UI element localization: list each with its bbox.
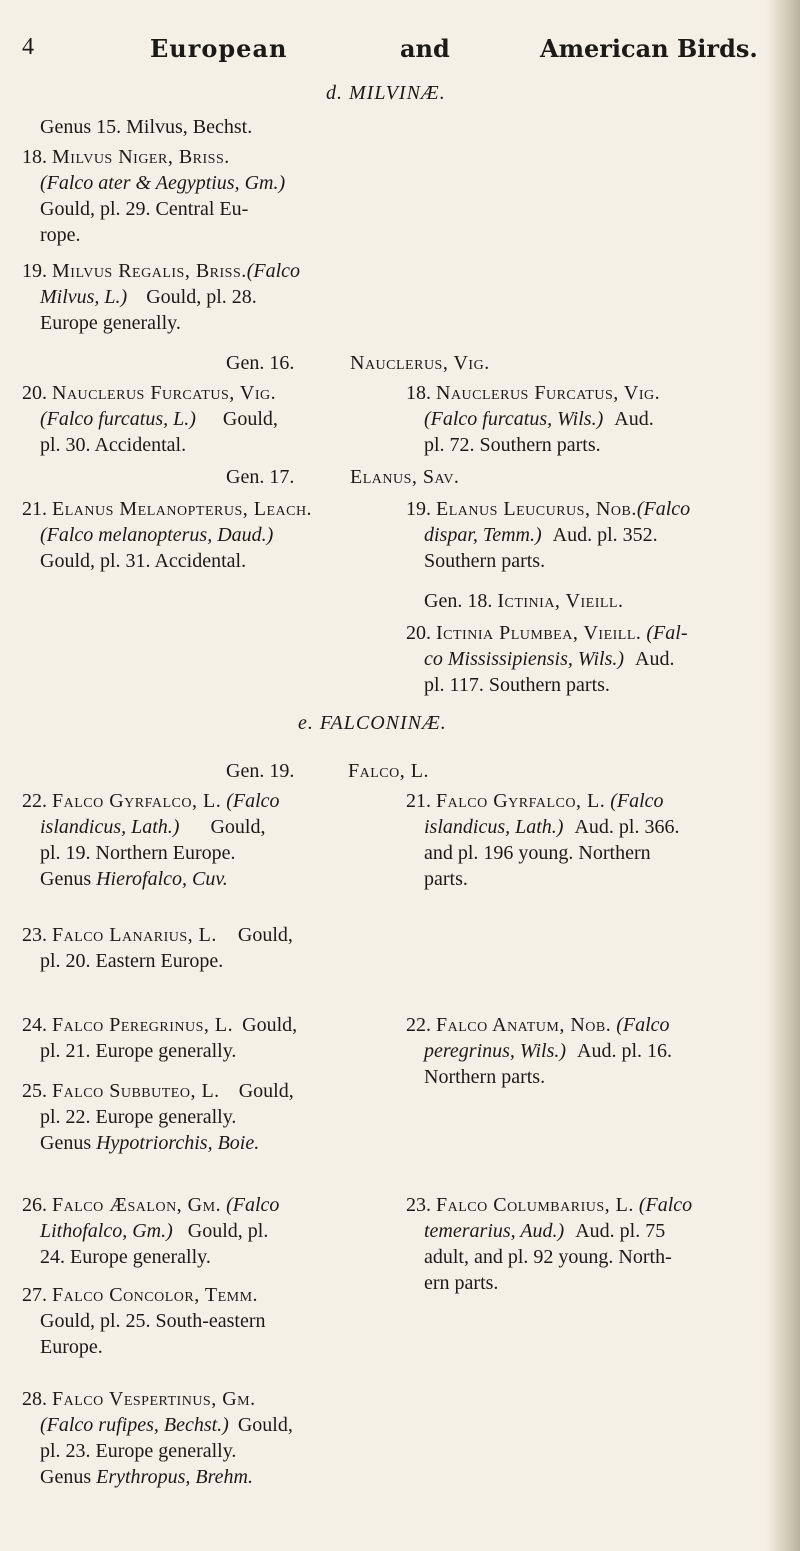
running-header [0,34,800,74]
entry-am-21-line2 [424,814,679,840]
reference: Gould, pl. 28. [146,286,257,308]
header-word-american-birds: American Birds. [540,34,758,63]
entry-number: 26. [22,1194,47,1216]
species-name: Falco Gyrfalco, L. [436,790,606,812]
entry-am-23-line4: ern parts. [424,1272,499,1294]
species-name: Milvus Regalis, Briss. [52,260,247,282]
synonym: (Falco rufipes, Bechst.) [40,1414,229,1436]
page-number: 4 [22,34,34,60]
entry-eu-22-line3: pl. 19. Northern Europe. [40,842,236,864]
species-name: Elanus Melanopterus, Leach. [52,498,313,520]
entry-am-23-line1 [406,1192,692,1218]
entry-eu-25-line2: pl. 22. Europe generally. [40,1106,237,1128]
entry-eu-23-line2: pl. 20. Eastern Europe. [40,950,224,972]
entry-eu-21-line2 [40,522,273,548]
entry-number: 19. [22,260,47,282]
entry-am-22-line2 [424,1038,672,1064]
synonym: islandicus, Lath.) [40,816,180,838]
entry-number: 22. [406,1014,431,1036]
synonym-open: (Falco [610,790,664,812]
genus-heading-gen17-label: Gen. 17. [226,466,295,488]
entry-eu-26-line2 [40,1218,268,1244]
entry-am-20-line1 [406,620,687,646]
entry-eu-19-line2 [40,284,257,310]
species-name: Nauclerus Furcatus, Vig. [436,382,661,404]
reference: Gould, [210,816,266,838]
entry-number: 25. [22,1080,47,1102]
entry-am-21-line3: and pl. 196 young. Northern [424,842,651,864]
synonym-open: (Falco [616,1014,670,1036]
entry-am-18-line3: pl. 72. Southern parts. [424,434,601,456]
entry-am-22-line1 [406,1012,670,1038]
reference: Aud. [614,408,654,430]
reference: Aud. pl. 366. [574,816,680,838]
entry-eu-18-line3: Gould, pl. 29. Central Eu- [40,198,249,220]
entry-eu-28-line3: pl. 23. Europe generally. [40,1440,237,1462]
entry-number: 20. [406,622,431,644]
synonym-open: (Falco [638,1194,693,1216]
species-name: Falco Gyrfalco, L. [52,790,222,812]
species-name: Falco Peregrinus, L. [52,1014,234,1036]
synonym: (Falco melanopterus, Daud.) [40,524,274,546]
entry-am-23-line3: adult, and pl. 92 young. North- [424,1246,672,1268]
subgenus: Hierofalco, Cuv. [96,868,228,890]
species-name: Elanus Leucurus, Nob. [436,498,637,520]
species-name: Falco Æsalon, Gm. [52,1194,222,1216]
genus-label: Gen. 18. [424,590,493,612]
subfamily-heading-milvinae: d. MILVINÆ. [326,82,446,104]
synonym-open: (Falco [226,790,280,812]
entry-am-19-line3: Southern parts. [424,550,546,572]
entry-eu-20-line1 [22,380,276,406]
entry-number: 23. [22,924,47,946]
synonym: peregrinus, Wils.) [424,1040,567,1062]
entry-eu-18-line1 [22,144,230,170]
reference: Aud. pl. 75 [575,1220,666,1242]
entry-number: 18. [406,382,431,404]
entry-am-19-line2 [424,522,658,548]
entry-number: 21. [406,790,431,812]
entry-number: 23. [406,1194,431,1216]
entry-eu-24-line1 [22,1012,297,1038]
entry-am-20-line3: pl. 117. Southern parts. [424,674,610,696]
genus-heading-ictinia [424,588,623,614]
reference: Aud. pl. 16. [577,1040,673,1062]
entry-number: 22. [22,790,47,812]
entry-eu-21-line1 [22,496,312,522]
reference: Aud. pl. 352. [552,524,658,546]
synonym: islandicus, Lath.) [424,816,564,838]
genus-heading-falco: Falco, L. [348,760,429,782]
entry-eu-27-line3: Europe. [40,1336,103,1358]
entry-eu-26-line1 [22,1192,279,1218]
species-name: Falco Concolor, Temm. [52,1284,259,1306]
genus-heading-gen16-label: Gen. 16. [226,352,295,374]
entry-number: 20. [22,382,47,404]
synonym: dispar, Temm.) [424,524,542,546]
reference: Gould, [222,408,278,430]
entry-eu-25-line3 [40,1130,259,1156]
entry-am-21-line4: parts. [424,868,468,890]
entry-eu-18-line2 [40,170,285,196]
genus-heading-milvus: Genus 15. Milvus, Bechst. [40,116,253,138]
synonym: (Falco ater & Aegyptius, Gm.) [40,172,286,194]
entry-am-18-line1 [406,380,660,406]
species-name: Milvus Niger, Briss. [52,146,230,168]
entry-eu-22-line4 [40,866,228,892]
entry-eu-19-line1 [22,258,300,284]
genus-name: Ictinia, Vieill. [497,590,624,612]
entry-eu-19-line3: Europe generally. [40,312,181,334]
subgenus: Hypotriorchis, Boie. [96,1132,260,1154]
genus-prefix: Genus [40,1132,92,1154]
entry-eu-28-line2 [40,1412,293,1438]
reference: Gould, [237,1414,293,1436]
entry-eu-27-line1 [22,1282,258,1308]
synonym: Lithofalco, Gm.) [40,1220,173,1242]
synonym-open: (Falco [226,1194,280,1216]
synonym-open: (Falco [246,260,301,282]
entry-am-22-line3: Northern parts. [424,1066,546,1088]
reference: Gould, [238,1080,294,1102]
species-name: Falco Lanarius, L. [52,924,217,946]
entry-eu-25-line1 [22,1078,294,1104]
entry-eu-27-line2: Gould, pl. 25. South-eastern [40,1310,266,1332]
entry-eu-23-line1 [22,922,293,948]
synonym: (Falco furcatus, L.) [40,408,196,430]
species-name: Falco Vespertinus, Gm. [52,1388,256,1410]
reference: Aud. [635,648,675,670]
entry-am-18-line2 [424,406,654,432]
reference: Gould, [242,1014,298,1036]
entry-eu-22-line2 [40,814,265,840]
entry-am-21-line1 [406,788,664,814]
entry-eu-24-line2: pl. 21. Europe generally. [40,1040,237,1062]
subfamily-heading-falconinae: e. FALCONINÆ. [298,712,447,734]
genus-prefix: Genus [40,868,92,890]
entry-eu-22-line1 [22,788,280,814]
synonym-open: (Falco [636,498,691,520]
entry-number: 18. [22,146,47,168]
entry-am-19-line1 [406,496,690,522]
entry-number: 28. [22,1388,47,1410]
reference: Gould, [237,924,293,946]
species-name: Falco Columbarius, L. [436,1194,634,1216]
entry-number: 24. [22,1014,47,1036]
entry-eu-28-line4 [40,1464,253,1490]
entry-eu-21-line3: Gould, pl. 31. Accidental. [40,550,247,572]
species-name: Falco Subbuteo, L. [52,1080,220,1102]
genus-heading-nauclerus: Nauclerus, Vig. [350,352,490,374]
reference: Gould, pl. [187,1220,269,1242]
genus-prefix: Genus [40,1466,92,1488]
entry-eu-26-line3: 24. Europe generally. [40,1246,211,1268]
entry-eu-28-line1 [22,1386,256,1412]
genus-heading-gen19-label: Gen. 19. [226,760,295,782]
page-edge-shadow [766,0,800,1551]
entry-number: 21. [22,498,47,520]
genus-heading-elanus: Elanus, Sav. [350,466,460,488]
synonym: co Mississipiensis, Wils.) [424,648,625,670]
entry-eu-20-line2 [40,406,278,432]
synonym: Milvus, L.) [40,286,128,308]
entry-am-20-line2 [424,646,674,672]
species-name: Ictinia Plumbea, Vieill. [436,622,642,644]
entry-number: 19. [406,498,431,520]
species-name: Nauclerus Furcatus, Vig. [52,382,277,404]
synonym: (Falco furcatus, Wils.) [424,408,604,430]
species-name: Falco Anatum, Nob. [436,1014,612,1036]
synonym-open: (Fal- [646,622,688,644]
synonym: temerarius, Aud.) [424,1220,565,1242]
header-word-and: and [400,34,450,63]
entry-am-23-line2 [424,1218,665,1244]
header-word-european: European [150,34,288,63]
subgenus: Erythropus, Brehm. [96,1466,253,1488]
entry-eu-18-line4: rope. [40,224,81,246]
entry-number: 27. [22,1284,47,1306]
entry-eu-20-line3: pl. 30. Accidental. [40,434,187,456]
